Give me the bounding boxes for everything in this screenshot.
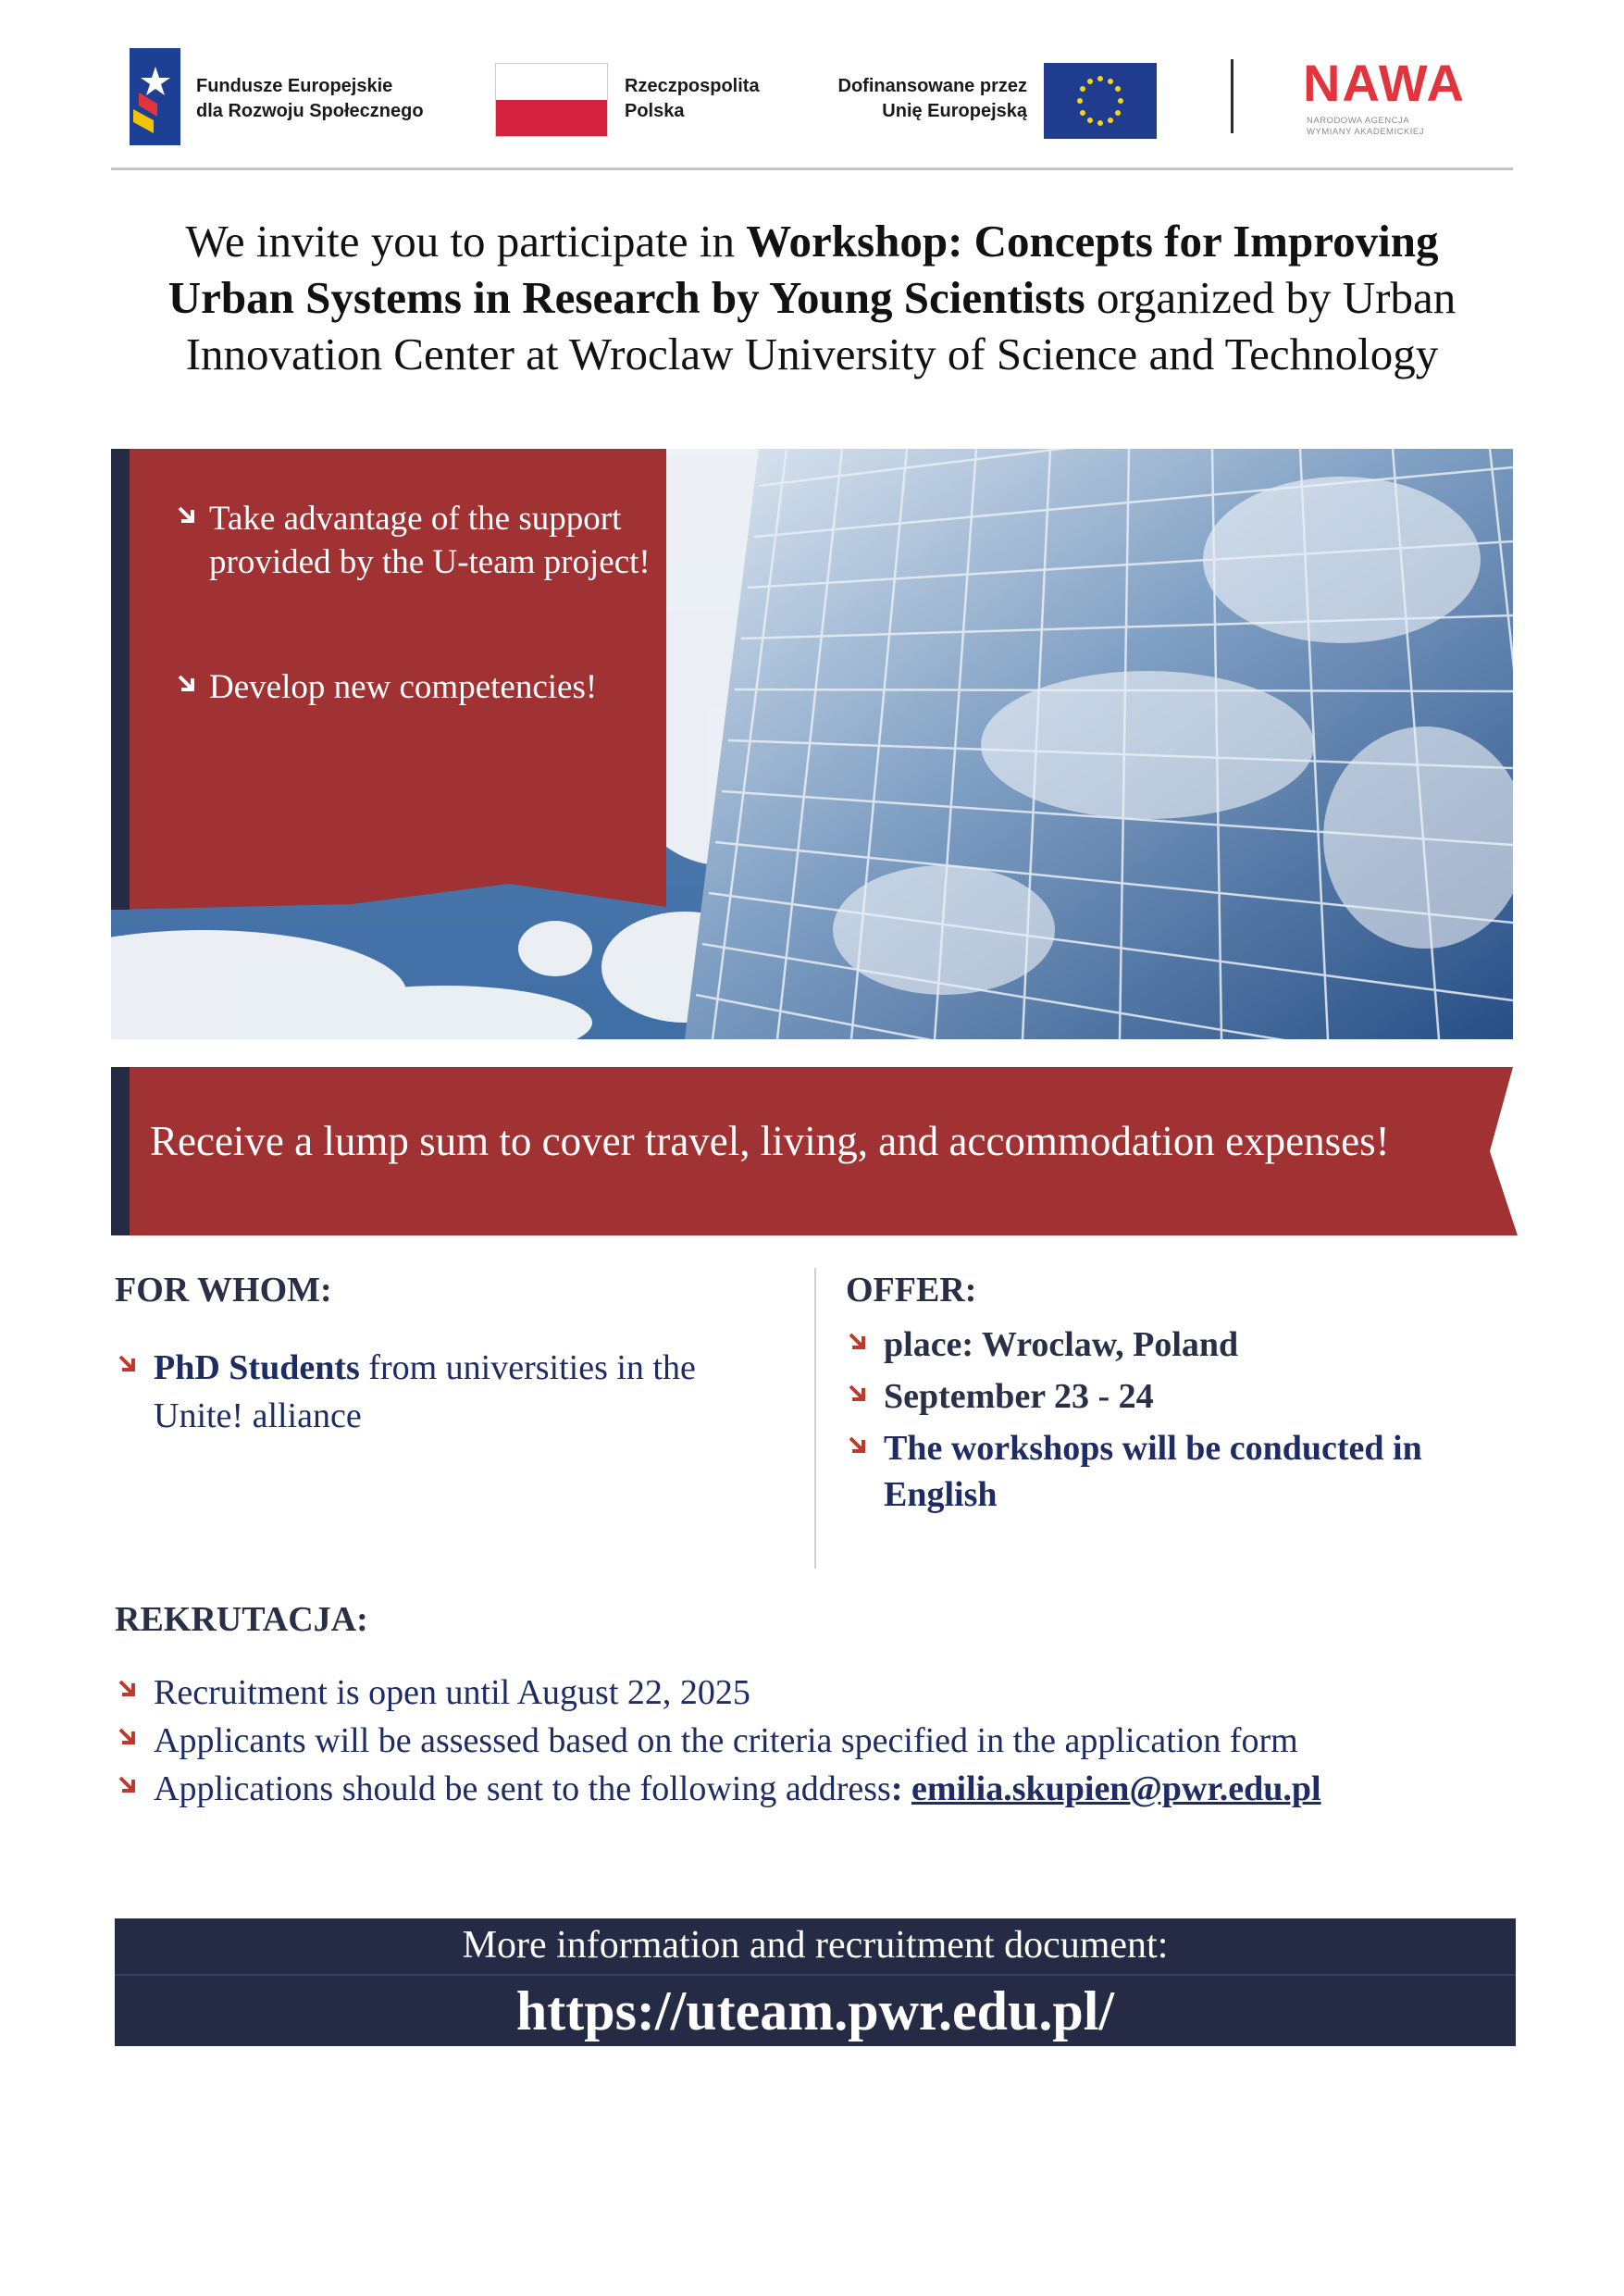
offer-heading: OFFER: (846, 1271, 977, 1309)
hero-item1-text: Take advantage of the support provided by the U-team project! (209, 500, 651, 581)
logo-divider (1231, 59, 1233, 133)
eu-line1: Dofinansowane przez (837, 76, 1027, 96)
logo-bar (111, 46, 1513, 157)
rp-logo-text (625, 74, 760, 124)
nawa-logo: NAWA (1303, 54, 1466, 112)
nawa-subtitle (1307, 116, 1424, 138)
arrow-down-right-icon (847, 1434, 869, 1457)
offer-language: The workshops will be conducted in English (884, 1429, 1422, 1514)
arrow-down-right-icon (117, 1774, 139, 1796)
offer-place: place: Wroclaw, Poland (884, 1325, 1239, 1364)
recruitment-list (117, 1669, 1505, 1813)
hero-item-competencies (176, 665, 657, 709)
column-divider (814, 1268, 816, 1569)
offer-item-date (847, 1373, 1513, 1420)
fe-logo-text (196, 74, 424, 124)
website-link[interactable]: https://uteam.pwr.edu.pl/ (515, 1980, 1115, 2042)
recruitment-address-text: Applications should be sent to the following address (154, 1769, 891, 1808)
hero-image (111, 449, 1513, 1039)
phd-students: PhD Students (154, 1348, 360, 1387)
banner-text: Receive a lump sum to cover travel, living, and accommodation expenses! (150, 1118, 1390, 1164)
recruitment-criteria: Applicants will be assessed based on the criteria specified in the application form (154, 1721, 1298, 1760)
email-link[interactable]: emilia.skupien@pwr.edu.pl (911, 1769, 1321, 1808)
rp-line2: Polska (625, 101, 685, 121)
offer-list (847, 1322, 1513, 1518)
polish-flag-icon (495, 63, 608, 137)
eu-logo-text (814, 74, 1027, 124)
header-divider (111, 168, 1513, 170)
intro-lead: We invite you to participate in (185, 216, 747, 267)
arrow-down-right-icon (117, 1726, 139, 1748)
recruitment-item-deadline (117, 1669, 1505, 1717)
arrow-down-right-icon (847, 1383, 869, 1405)
recruitment-address-colon: : (890, 1769, 911, 1808)
fe-line1: Fundusze Europejskie (196, 76, 393, 96)
arrow-down-right-icon (847, 1331, 869, 1353)
rp-line1: Rzeczpospolita (625, 76, 760, 96)
eu-line2: Unię Europejską (882, 101, 1027, 121)
workshop-title: Workshop: Concepts for Improving Urban Systems in Research by Young Scientists (167, 216, 1439, 323)
arrow-down-right-icon (176, 673, 198, 695)
hero-item2-text: Develop new competencies! (209, 668, 598, 706)
nawa-sub2: WYMIANY AKADEMICKIEJ (1307, 127, 1425, 137)
recruitment-deadline: Recruitment is open until August 22, 2025 (154, 1673, 750, 1712)
recruitment-item-criteria (117, 1717, 1505, 1765)
arrow-down-right-icon (117, 1678, 139, 1700)
hero-text (176, 497, 657, 709)
nawa-sub1: NARODOWA AGENCJA (1307, 116, 1410, 126)
hero-item-support (176, 497, 657, 584)
for-whom-item (117, 1344, 783, 1440)
for-whom-rest: from universities in the Unite! alliance (154, 1348, 696, 1435)
for-whom-heading: FOR WHOM: (115, 1271, 332, 1309)
for-whom-list (117, 1344, 783, 1440)
intro-paragraph (120, 213, 1504, 382)
offer-item-language (847, 1425, 1513, 1518)
fundusze-europejskie-logo (130, 48, 180, 145)
arrow-down-right-icon (176, 504, 198, 527)
recruitment-heading: REKRUTACJA: (115, 1600, 368, 1639)
footer-separator (115, 1974, 1516, 1976)
eu-flag-icon (1044, 63, 1157, 139)
offer-item-place (847, 1322, 1513, 1368)
fe-line2: dla Rozwoju Społecznego (196, 101, 424, 121)
footer-info-text: More information and recruitment document: (462, 1924, 1169, 1967)
intro-tail: organized by Urban Innovation Center at Wroclaw University of Science and Technology (185, 272, 1457, 379)
arrow-down-right-icon (117, 1353, 139, 1375)
recruitment-item-address (117, 1765, 1505, 1813)
offer-date: September 23 - 24 (884, 1377, 1154, 1416)
